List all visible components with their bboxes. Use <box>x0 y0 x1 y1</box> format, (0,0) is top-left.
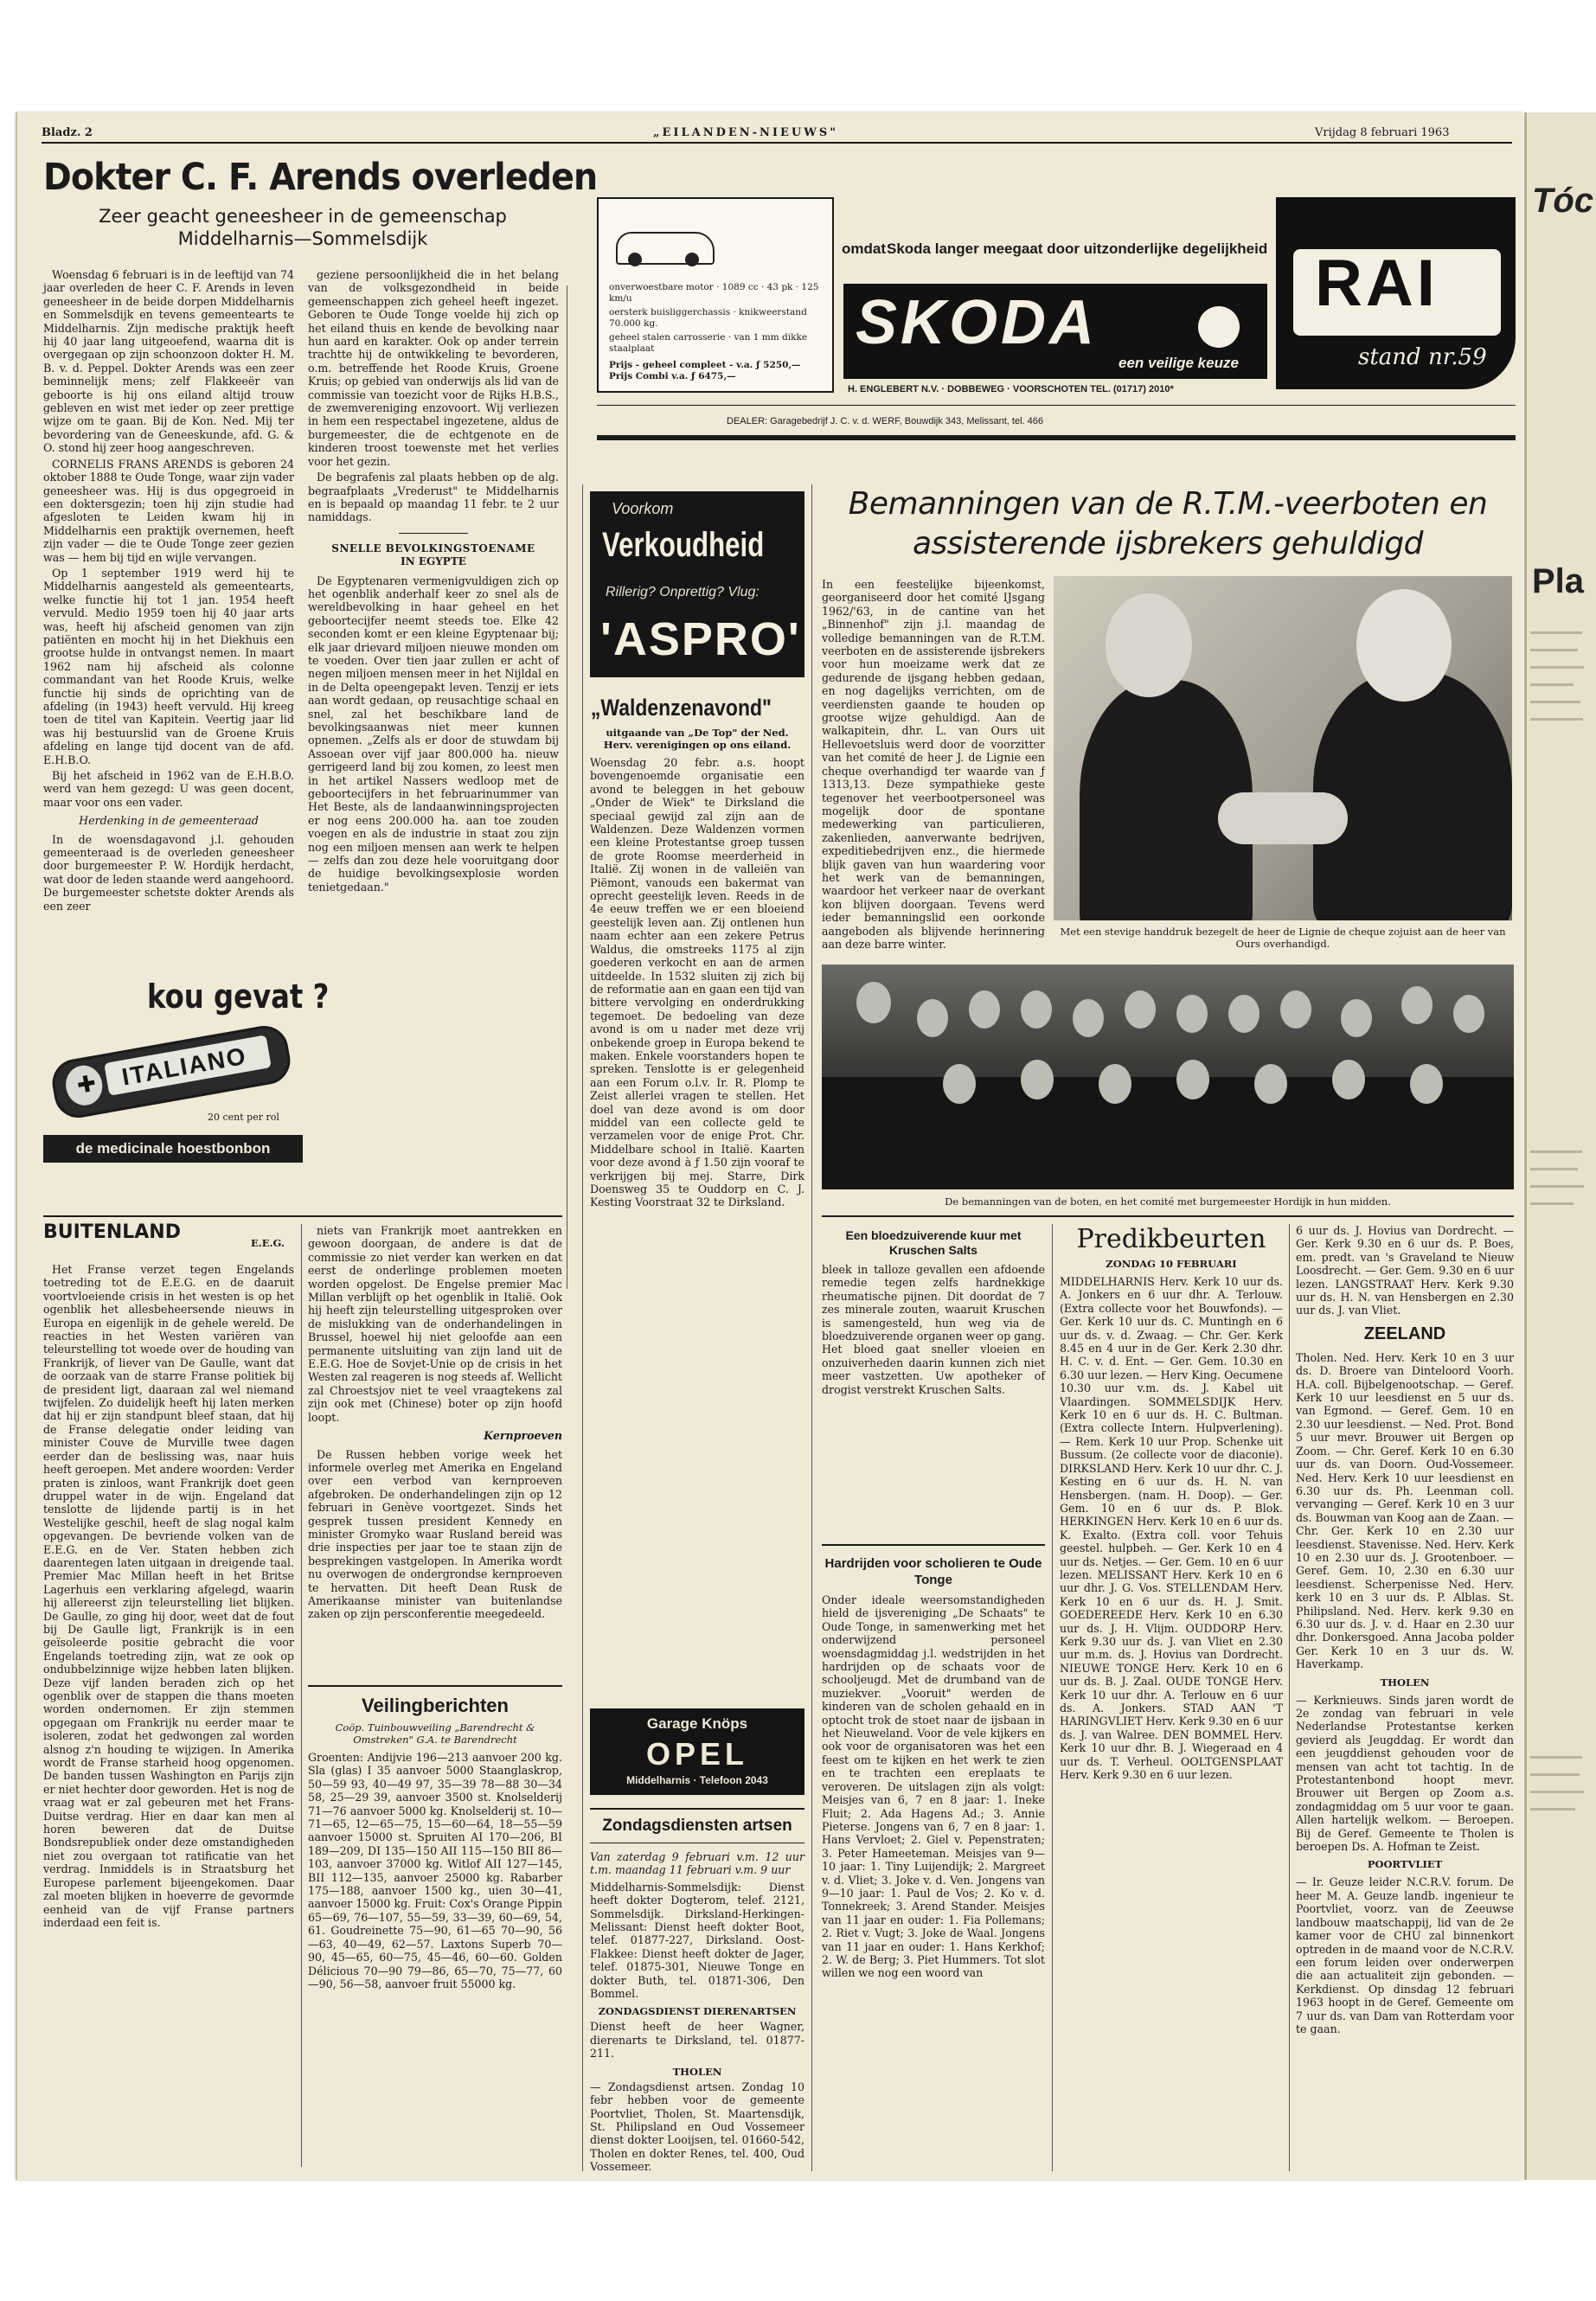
predik-date: ZONDAG 10 FEBRUARI <box>1106 1258 1237 1270</box>
handshake-photo <box>1054 576 1512 920</box>
column-rule <box>1052 1224 1053 2171</box>
veiling-text: Groenten: Andijvie 196—213 aanvoer 200 kg. Sla (glas) I 35 aanvoer 5000 Staanglaskrop, 50—59 93, 40—49 97, 35—39 78—88 30—34 58, 25—29 39, aanvoer 3500 st. Knolselderij 71—76 aanvoer 5000 kg. Knolselderij st. 10—71—65, 12—65—75, 15—60—64, 18—55—59 aanvoer 15000 st. Spruiten AI 170—206, BI 189—209, DI 135—150 AII 115—150 BII 86—103, aanvoer 37000 kg. Witlof AII 127—145, BII 112—135, aanvoer 25000 kg. Rabarber 175—188, aanvoer 1500 kg., uien 30—41, aanvoer 15000 kg. Fruit: Cox's Orange Pippin 65—69, 76—107, 55—59, 33—39, 60—69, 54, 61. Goudreinette 75—90, 61—65 70—90, 56—63, 40—49, 62—57. Laxtons Superb 70—90, 45—65, 60—75, 45—46, 60—60. Golden Délicious 70—90 79—86, 65—70, 75—77, 60—90, 56—58, aanvoer fruit 55000 kg. <box>308 1751 562 1990</box>
tholen-head: THOLEN <box>1380 1676 1430 1689</box>
arends-paragraph: geziene persoonlijkheid die in het belang van de volksgezondheid in beide gemeenschappen zich geheel heeft ingezet. Geboren te Oude Tonge voelde hij zich op het eiland thuis en kende de bevolking naar hun aard en karakter. Ook op ander terrein trachtte hij de ontwikkeling te bevorderen, o.m. betreffende het Roode Kruis, Groene Kruis; op gebied van onderwijs als lid van de commissie van toezicht voor de Rijks H.B.S., de zwemvereniging enzovoort. Wij verliezen in hem een respectabel ingezetene, aldus de burgemeester, die de echtgenote en de kinderen troost toewenste met het verlies voor het gezin. <box>308 268 559 468</box>
edge-heading: Pla <box>1532 562 1585 600</box>
zondag-text: Middelharnis-Sommelsdijk: Dienst heeft dokter Dogterom, telef. 2121, Sommelsdijk. Dirksland-Herkingen-Melissant: Dienst heeft dokter Boot, telef. 01877-227, Dirksland. Oost-Flakkee: Dienst heeft dokter de Jager, telef. 01875-301, Nieuwe Tonge en dokter Buth, tel. 01871-306, Den Bommel. <box>590 1880 804 2001</box>
aspro-ad <box>590 491 804 677</box>
buitenland-title: BUITENLAND <box>43 1221 181 1243</box>
arends-paragraph: Op 1 september 1919 werd hij te Middelharnis aangesteld als gemeentearts, welke functie hij tot 1 jan. 1954 heeft vervuld. Medio 1959 toen hij 40 jaar arts was, heeft hij afscheid genomen van zijn patiënten en mocht hij in het Diekhuis een grootse hulde in ontvangst nemen. In maart 1962 nam hij afscheid als colonne commandant van het Roode Kruis, welke functie hij sinds de oprichting van de afdeling (in 1943) heeft vervuld. Hij kreeg toen de titel van Kapitein. Veertig jaar lid was hij bestuurslid van de Groene Kruis afdeling en lange tijd docent van de afd. E.H.B.O. <box>43 566 294 766</box>
skoda-spec-box <box>597 197 834 393</box>
column-rule <box>301 1224 302 2167</box>
edge-title: Tóc <box>1532 182 1594 220</box>
rtm-text: In een feestelijke bijeenkomst, georganiseerd door het comité IJsgang 1962/'63, in de cantine van het „Binnenhof" zijn j.l. maandag de volledige bemanningen van de R.T.M. veerboten en de assisterende ijsbrekers voor hun moeizame werk dat ze gedurende de ijsgang hebben gedaan, en nog dagelijks verrichten, om de veerdiensten gaande te houden op grootse wijze gehuldigd. Aan de walkapitein, dhr. L. van Ours uit Hellevoetsluis werd door de voorzitter van het comité de heer J. de Lignie een cheque overhandigd ter waarde van ƒ 1313,13. Deze sympathieke geste tegenover het veerbootpersoneel was mogelijk door de spontane medewerking van particulieren, zakenlieden, aanverwante bedrijven, expeditiebedrijven enz., die hiermede blijk gaven van hun waardering voor het werk van de bemanningen, waardoor het verkeer naar de overkant kon blijven doorgaan. Tevens werd ieder bemanningslid een oorkonde aangeboden als blijvende herinnering aan deze barre winter. <box>822 578 1045 951</box>
rai-stand: stand nr.59 <box>1358 344 1487 370</box>
page-number: Bladz. 2 <box>42 126 93 139</box>
column-rule <box>1289 1224 1290 2171</box>
nile-head-2: IN EGYPTE <box>401 555 466 568</box>
hardrijden-article <box>822 1555 1045 2180</box>
buitenland-column-1 <box>43 1263 294 2171</box>
skoda-slogan: Skoda langer meegaat door uitzonderlijke degelijkheid <box>887 240 1268 257</box>
column-rule <box>811 484 812 2171</box>
zondag-title: Zondagsdiensten artsen <box>602 1817 792 1835</box>
issue-date: Vrijdag 8 februari 1963 <box>1315 126 1450 139</box>
header-rule <box>42 142 1512 144</box>
waldenzen-title: „Waldenzenavond" <box>590 695 772 721</box>
section-rule <box>822 1544 1045 1546</box>
waldenzen-text: Woensdag 20 febr. a.s. hoopt bovengenoemde organisatie een avond te beleggen in het gebouw „Onder de Wiek" te Dirksland die speciaal gewijd zal zijn aan de Waldenzen. Deze Waldenzen vormen een kleine Protestantse groep tussen de grote Roomse meerderheid in Italië. Zij wonen in de valleiën van Piëmont, vanouds een bakermat van oprecht geestelijk leven. Reeds in de 4e eeuw treffen we er een bloeiend geestelijk leven aan. Zij ontlenen hun naam echter aan een zekere Petrus Waldus, die omstreeks 1175 al zijn goederen verkocht en aan de armen uitdeelde. In 1532 sluiten zij zich bij de reformatie aan en gaan een tijd van bittere vervolging en onderdrukking tegemoet. De bedoeling van deze avond is om u nader met deze vrij onbekende groep in Europa bekend te maken. Enkele voorstanders hopen te spreken. Tenslotte is er gelegenheid aan een Forum o.l.v. Ir. R. Plomp te Zeist allerlei vragen te stellen. Het doel van deze avond is om door middel van een collecte geld te verzamelen voor de enige Prot. Chr. Middelbare school in Italië. Kaarten voor deze avond à ƒ 1.50 zijn vooraf te verkrijgen bij mej. Starre, Dirk Doensweg 35 te Ouddorp en C. J. Kesting Voorstraat 32 te Dirksland. <box>590 756 804 1209</box>
veiling-subtitle: Coöp. Tuinbouwveiling „Barendrecht & Omstreken" G.A. te Barendrecht <box>335 1721 535 1746</box>
buitenland-text: Het Franse verzet tegen Engelands toetreding tot de E.E.G. en de daaruit voortvloeiende crisis in het westen is op het ogenblik het allesbeheersende nieuws in Europa en eigenlijk in de gehele wereld. De reacties in het Westen variëren van teleurstelling tot woede over de houding van Frankrijk, of liever van De Gaulle, want dat de oorzaak van de starre Franse politiek bij de president ligt, daaraan zal wel niemand twijfelen. Zo duidelijk heeft hij laten merken dat hij er zijn standpunt bleef staan, dat hij de Franse delegatie onder leiding van minister Couve de Murville twee dagen eerder dan de beslissing was, naar huis heeft geroepen. Met andere woorden: Verder praten is zinloos, want Frankrijk doet geen druppel water in de wijn. Engeland dat tenslotte de lijdende partij is in het Westelijke geschil, heeft de slag nogal kalm opgevangen. De bevriende volken van de E.E.G. en de Ver. Staten hebben zich daarentegen laten uitgaan in dreigende taal. Premier Mac Millan heeft in het Britse Lagerhuis een verklaring afgelegd, waarin hij allereerst zijn teleurstelling liet blijken. De Gaulle, zo ging hij door, weet dat de fout bij De Gaulle ligt, Frankrijk is in een geïsoleerde positie gebracht die voor Engelands toetreding zijn, wat ze ook op ondubbelzinnige wijze hebben laten blijken. Deze vijf landen beraden zich op het ogenblik over de stappen die thans moeten worden ondernomen. Er zijn stemmen opgegaan om Frankrijk nu eerder maar te isoleren, zodat het gedwongen zal worden alsnog z'n houding te wijzigen. In Amerika wordt de Franse starheid hoog opgenomen. De banden tussen Washington en Parijs zijn er niet hechter door geworden. Het is nog de vraag wat er zal gebeuren met het Frans-Duitse verdrag. Hier en daar kan men al horen beweren dat de Duitse Bondsrepubliek onder deze omstandigheden niet zou overgaan tot ratificatie van het verdrag. Inmiddels is in Straatsburg het Europese parlement bijeengekomen. Daar zal moeten blijken in hoeverre de gevormde eenheid van de vijf Franse partners inderdaad een feit is. <box>43 1263 294 1929</box>
skoda-spec: oersterk buisliggerchassis · knikweerstand 70.000 kg. <box>609 307 807 329</box>
zondag-intro: Van zaterdag 9 februari v.m. 12 uur t.m. maandag 11 februari v.m. 9 uur <box>590 1850 804 1877</box>
tholen-text: — Kerknieuws. Sinds jaren wordt de 2e zondag van februari in vele Nederlandse Protestantse kerken gevierd als Jeugddag. Er wordt dan een jeugddienst gehouden voor de mensen van acht tot tachtig. In de Protestantenbond hoopt mevr. Brouwer uit Bergen op Zoom a.s. zondagmiddag om 5 uur voor te gaan. Allen hartelijk welkom. — Beroepen. Bij de Geref. Gemeente te Tholen is beroepen Ds. A. Hofman te Zeist. <box>1296 1693 1514 1854</box>
nile-head-1: SNELLE BEVOLKINGSTOENAME <box>331 542 535 554</box>
zeeland-head: ZEELAND <box>1363 1324 1446 1343</box>
zeeland-text: Tholen. Ned. Herv. Kerk 10 en 3 uur ds. D. Broere van Dinteloord Voorh. H.A. coll. Bijbelgenootschap. — Geref. Kerk 10 uur leesdienst en 5 uur ds. van Egmond. — Geref. Gem. 10 en 2.30 uur leesdienst. — Ned. Prot. Bond 5 uur mevr. Brouwer uit Bergen op Zoom. — Chr. Geref. Kerk 10 en 6.30 uur ds. van Doorn. Oud-Vossemeer. Ned. Herv. Kerk 10 uur leesdienst en 6.30 uur ds. Ph. Leenman coll. vervanging — Geref. Kerk 10 en 3 uur ds. Bouwman van Koog aan de Zaan. — Chr. Ger. Kerk 10 en 2.30 uur leesdienst. Stavenisse. Ned. Herv. Kerk 10 en 2.30 uur ds. J. Grootenboer. — Geref. Gem. 10, 2.30 en 6.30 uur leesdienst. Scherpenisse Ned. Herv. kerk 10 en 3 uur ds. P. Alblas. St. Philipsland. Ned. Herv. kerk 9.30 en 6.30 uur ds. J. v. d. Haar en 2.30 uur dhr. Donkersgoed. Anna Jacoba polder Ger. Kerk 10 en 3 uur ds. W. Haverkamp. <box>1296 1350 1514 1671</box>
waldenzen-article <box>590 694 804 1708</box>
waldenzen-subtitle: uitgaande van „De Top" der Ned. Herv. verenigingen op ons eiland. <box>603 727 792 751</box>
dieren-text: Dienst heeft de heer Wagner, dierenarts te Dirksland, tel. 01877-211. <box>590 2020 804 2061</box>
dieren-head: ZONDAGSDIENST DIERENARTSEN <box>598 2005 797 2018</box>
buitenland-text: niets van Frankrijk moet aantrekken en gewoon doorgaan, de andere is dat de commissie zo niet verder kan werken en dat eerst de onderlinge problemen moeten worden opgelost. De Engelse premier Mac Millan verblijft op het ogenblik in Italië. Ook hij heeft zijn teleurstelling uitgesproken over de mislukking van de onderhandelingen in Brussel, hoewel hij niet geloofde aan een permanente uitsluiting van zijn land uit de E.E.G. Hoe de Sovjet-Unie op de crisis in het Westen zal reageren is nog steeds af. Wellicht zal Chroestsjov niet te veel vraagtekens zal zijn ook met (Chinese) boter op zijn hoofd loopt. <box>308 1224 562 1424</box>
skoda-emblem-icon <box>1198 306 1240 348</box>
rai-panel <box>1276 197 1516 389</box>
skoda-keuze: een veilige keuze <box>1118 355 1239 371</box>
arends-subtitle-2: Middelharnis—Sommelsdijk <box>177 228 428 249</box>
opel-address: Middelharnis · Telefoon 2043 <box>626 1774 768 1786</box>
arends-paragraph: CORNELIS FRANS ARENDS is geboren 24 oktober 1888 te Oude Tonge, waar zijn vader geneesheer was. Hij is dus opgegroeid in een doktersgezin; toen hij zijn studie had afgesloten te Leiden kwam hij in Middelharnis een praktijk overnemen, heeft zijn vader — die te Oude Tonge zeer gezien was — hem bij tijd en wijle vervangen. <box>43 457 294 564</box>
section-rule <box>43 1215 562 1217</box>
italiano-brand: ITALIANO <box>119 1042 249 1091</box>
skoda-price: Prijs - geheel compleet - v.a. ƒ 5250,— <box>609 360 801 370</box>
veiling-section <box>308 1694 562 2131</box>
buitenland-column-2 <box>308 1224 562 1674</box>
arends-paragraph: Bij het afscheid in 1962 van de E.H.B.O. werd van hem gezegd: U was geen docent, maar voor ons een vader. <box>43 769 294 809</box>
buitenland-tag: E.E.G. <box>251 1237 285 1249</box>
skoda-brand: SKODA <box>856 288 1099 357</box>
arends-headline: Dokter C. F. Arends overleden <box>43 156 598 199</box>
nile-text: De Egyptenaren vermenigvuldigen zich op het ogenblik anderhalf keer zo snel als de wereldbevolking in haar geheel en het geboortecijfer neemt steeds toe. Elke 42 seconden komt er een kleine Egyptenaar bij; elk jaar drievard miljoen nieuwe monden om te voeden. Over tien jaar zullen er acht of negen miljoen mensen meer in het Nijldal en in de Delta opeengepakt leven. Tenzij er iets aan wordt gedaan, op reusachtige schaal en snel, zal het beschikbare land de bevolkingsaanwas niet meer kunnen opnemen. „Zelfs als er door de stuwdam bij Assoean over vijf jaar 800.000 ha. nieuw gerrigeerd land bij zou komen, zo leest men in het artikel Nassers wedloop met de geboortecijfers in het februarinummer van Het Beste, als de landaanwinningsprojecten er nog eens 200.000 ha. aan toe zouden voegen en als de industrie in staat zou zijn nog een miljoen mensen aan werk te helpen — zelfs dan zou deze hele vooruitgang door de huidige bevolkingsexplosie worden tenietgedaan." <box>308 574 559 894</box>
aspro-rillerig: Rillerig? Onprettig? Vlug: <box>606 585 760 599</box>
candy-roll <box>48 1022 294 1122</box>
predik-title: Predikbeurten <box>1076 1224 1266 1254</box>
section-rule <box>822 1215 1514 1217</box>
veiling-title: Veilingberichten <box>362 1695 509 1716</box>
hardrijden-title: Hardrijden voor scholieren te Oude Tonge <box>824 1556 1042 1587</box>
arends-subtitle-1: Zeer geacht geneesheer in de gemeenschap <box>99 206 507 227</box>
column-rule <box>582 484 583 2171</box>
arends-column-2 <box>308 268 559 896</box>
predik-text: MIDDELHARNIS Herv. Kerk 10 uur ds. A. Jonkers en 6 uur dhr. A. Terlouw. (Extra collecte voor het Bouwfonds). — Ger. Kerk 10 uur ds. C. Muntingh en 6 uur ds. v. d. Zwaag. — Chr. Ger. Kerk 8.45 en 4 uur in de Ger. Kerk 2.30 dhr. H. C. v. d. Ent. — Ger. Gem. 10.30 en 6.30 uur lezen. — Herv King. Oecumene 10.30 uur v.m. ds. J. Kabel uit Vlaardingen. SOMMELSDIJK Herv. Kerk 10 en 6 uur ds. H. C. Bultman. (Extra collecte Intern. Hulpverlening). — Rem. Kerk 10 uur Prop. Schenke uit Bussum. (2e collecte voor de diaconie). DIRKSLAND Herv. Kerk 10 uur dhr. C. J. Kesting en 6 uur ds. H. N. van Hensbergen. (nam. H. Doop). — Ger. Gem. 10 en 6 uur ds. P. Blok. HERKINGEN Herv. Kerk 10 en 6 uur ds. K. Exalto. (Extra coll. voor Tehuis geestel. hulpbeh. — Ger. Kerk 10 en 4 uur ds. Netjes. — Ger. Gem. 10 en 6 uur lezen. MELISSANT Herv. Kerk 10 en 6 uur dhr. J. G. Vos. STELLENDAM Herv. Kerk 10 en 6 uur ds. H. J. Smit. GOEDEREEDE Herv. Kerk 10 en 6.30 uur ds. J. H. Vlijm. OUDDORP Herv. Kerk 9.30 uur ds. J. van Vliet en 2.30 uur m.m. ds. J. Hovius van Dordrecht. NIEUWE TONGE Herv. Kerk 10 en 6 uur ds. B. J. Zaal. OUDE TONGE Herv. Kerk 10 uur dhr. A. Terlouw en 6 uur ds. A. Jonkers. STAD AAN 'T HARINGVLIET Herv. Kerk 9.30 en 6 uur ds. J. van Walree. DEN BOMMEL Herv. Kerk 10 uur dhr. B. J. Wiegeraad en 4 uur ds. T. Verheul. OOLTGENSPLAAT Herv. Kerk 9.30 en 6 uur lezen. <box>1060 1275 1283 1782</box>
poortvliet-head: POORTVLIET <box>1367 1858 1443 1871</box>
section-rule <box>308 1685 562 1687</box>
skoda-price: Prijs Combi v.a. ƒ 6475,— <box>609 371 736 381</box>
car-icon <box>616 232 715 265</box>
skoda-dealer: DEALER: Garagebedrijf J. C. v. d. WERF, Bouwdijk 343, Melissant, tel. 466 <box>727 416 1044 426</box>
predik-section <box>1060 1224 1283 2157</box>
poortvliet-text: — Ir. Geuze leider N.C.R.V. forum. De heer M. A. Geuze landb. ingenieur te Poortvliet, voorz. van de Zeeuwse landbouw maatschappij, lid van de 2e kamer voor de CHU zal binnenkort optreden in de maand voor de N.C.R.V. een forum leiden over onderwerpen die aan actualiteit zijn gebonden. — Kerkdienst. Op dinsdag 12 februari 1963 hoopt in de Geref. Gemeente om 7 uur ds. van Dam van Rotterdam voor te gaan. <box>1296 1875 1514 2035</box>
kernproeven-subhead: Kernproeven <box>484 1429 562 1443</box>
skoda-logo-panel <box>843 284 1267 379</box>
kruschen-ad <box>822 1228 1045 1396</box>
kruschen-title: Een bloedzuiverende kuur met Kruschen Salts <box>845 1228 1022 1257</box>
arends-paragraph: In de woensdagavond j.l. gehouden gemeenteraad is de overleden geneesheer door burgemeester P. W. Hordijk herdacht, wat door de leden staande werd aangehoord. De burgemeester schetste dokter Arends als een zeer <box>43 832 294 913</box>
group-photo <box>822 965 1514 1189</box>
hardrijden-text: Onder ideale weersomstandigheden hield de ijsvereniging „De Schaats" te Oude Tonge, in samenwerking met het onderwijzend personeel woensdagmiddag j.l. wedstrijden in het hardrijden op de schaats voor de schooljeugd. Met de drumband van de muziekver. „Vooruit" werden de kinderen van de scholen gehaald en in optocht trok de stoet naar de ijsbaan in het Nieuweland. Voor de vele kijkers en ook voor de organisatoren was het een feest om te kijken en het werk te zien en te trachten een ereplaats te veroveren. De uitslagen zijn als volgt: Meisjes van 6, 7 en 8 jaar: 1. Ineke Fluit; 2. Ada Hagens Ad.; 3. Annie Pieterse. Jongens van 6, 7 en 8 jaar: 1. Hans Vervloet; 2. Giel v. Pepenstraten; 3. Peter Hameeteman. Meisjes van 9—10 jaar: 1. Tiny Luijendijk; 2. Margreet v. d. Vliet; 3. Joke v. d. Ven. Jongens van 9—10 jaar: 1. Paul de Vos; 2. Ko v. d. Tonnekreek; 3. Arend Stander. Meisjes van 11 jaar en ouder: 1. Fia Pollemans; 2. Riet v. Vugt; 3. Joke de Waal. Jongens van 11 jaar en ouder: 1. Hans Kerkhof; 2. W. de Berg; 3. Piet Hummers. Tot slot willen we nog een woord van <box>822 1593 1045 1980</box>
buitenland-text: De Russen hebben vorige week het informele overleg met Amerika en Engeland over een verbod van kernproeven afgebroken. De onderhandelingen zijn op 12 februari in Genève voortgezet. Sinds het gesprek tussen president Kennedy en minister Gromyko waar Rusland bereid was drie inspecties per jaar toe te staan zijn de besprekingen vastgelopen. In Amerika wordt nu overwogen de ondergrondse kernproeven te hervatten. Dit heeft Dean Rusk de Amerikaanse minister van buitenlandse zaken op zijn persconferentie meegedeeld. <box>308 1447 562 1621</box>
arends-column-1 <box>43 268 294 915</box>
arends-paragraph: Woensdag 6 februari is in de leeftijd van 74 jaar overleden de heer C. F. Arends in leven geneesheer in de beide dorpen Middelharnis en Sommelsdijk en tevens gemeentearts te Middelharnis. Zijn medische praktijk heeft hij 40 jaar lang uitgeoefend, waarna dit is overgegaan op zijn schoonzoon dokter H. M. B. v. d. Peppel. Dokter Arends was een zeer beminnelijk mens; zelf Flakkeeër van geboorte is hij ons eiland altijd trouw gebleven en wist met ieder op zeer prettige wijze om te gaan. Bij de Kon. Ned. Mij ter bevordering van de Geneeskunde, afd. G. & O. stond hij zeer hoog aangeschreven. <box>43 268 294 455</box>
handshake-caption: Met een stevige handdruk bezegelt de heer de Lignie de cheque zojuist aan de heer van Ours overhandigd. <box>1060 926 1506 950</box>
predik-text-2: 6 uur ds. J. Hovius van Dordrecht. — Ger. Kerk 9.30 en 6 uur ds. P. Boes, em. predt. van 's Graveland te Nieuw Loosdrecht. — Ger. Gem. 9.30 en 6 uur lezen. LANGSTRAAT Herv. Kerk 9.30 uur ds. H. N. van Hensbergen en 2.30 uur ds. J. van Vliet. <box>1296 1224 1514 1317</box>
arends-article <box>43 156 598 934</box>
cross-icon: ✚ <box>74 1070 99 1099</box>
raad-subhead: Herdenking in de gemeenteraad <box>79 814 259 828</box>
rai-logo: RAI <box>1315 247 1439 320</box>
aspro-verkoudheid: Verkoudheid <box>602 526 765 564</box>
divider <box>399 533 468 534</box>
skoda-omdat: omdat <box>842 240 886 257</box>
italiano-ad <box>43 977 330 1194</box>
zondag-tholen-head: THOLEN <box>672 2065 722 2078</box>
rtm-headline: Bemanningen van de R.T.M.-veerboten en assisterende ijsbrekers gehuldigd <box>848 486 1488 561</box>
opel-brand: OPEL <box>645 1736 748 1772</box>
arends-paragraph: De begrafenis zal plaats hebben op de alg. begraafplaats „Vrederust" te Middelharnis en is bepaald op maandag 11 febr. te 2 uur namiddags. <box>308 471 559 524</box>
skoda-importer: H. ENGLEBERT N.V. · DOBBEWEG · VOORSCHOTEN TEL. (01717) 2010* <box>848 384 1174 394</box>
group-caption: De bemanningen van de boten, en het comité met burgemeester Hordijk in hun midden. <box>945 1195 1391 1208</box>
predik-section-2 <box>1296 1224 1514 2100</box>
skoda-ad <box>597 197 1516 448</box>
newspaper-name: „EILANDEN-NIEUWS" <box>653 126 839 139</box>
italiano-price: 20 cent per rol <box>208 1112 279 1123</box>
aspro-voorkom: Voorkom <box>612 500 674 517</box>
zondag-tholen-text: — Zondagsdienst artsen. Zondag 10 febr hebben voor de gemeente Poortvliet, Tholen, St. Maartensdijk, St. Philipsland en Oud Vossemeer dienst dokter Looijsen, tel. 01660-542, Tholen en dokter Renes, tel. 400, Oud Vossemeer. <box>590 2080 804 2174</box>
opel-garage: Garage Knöps <box>646 1715 748 1732</box>
skoda-spec: onverwoestbare motor · 1089 cc · 43 pk · 125 km/u <box>609 282 819 304</box>
aspro-brand: 'ASPRO' <box>600 613 801 665</box>
page-header <box>17 123 1522 149</box>
zondag-section <box>590 1808 804 2174</box>
opel-ad <box>590 1708 804 1795</box>
italiano-headline: kou gevat ? <box>147 977 330 1016</box>
italiano-slogan: de medicinale hoestbonbon <box>43 1135 303 1163</box>
newspaper-page <box>16 112 1522 2180</box>
skoda-spec: geheel stalen carrosserie · van 1 mm dikke staalplaat <box>609 332 808 354</box>
adjacent-page-edge <box>1524 112 1596 2180</box>
kruschen-text: bleek in talloze gevallen een afdoende remedie tegen zelfs hardnekkige rheumatische pijnen. Dit doordat de 7 zes minerale zouten, waaruit Kruschen is samengesteld, hun weg via de bloedzuiverende organen weer op gang. Het bloed gaat sneller vloeien en onzuiverheden daarin kunnen zich niet meer vastzetten. Uw apotheker of drogist verstrekt Kruschen Salts. <box>822 1263 1045 1396</box>
